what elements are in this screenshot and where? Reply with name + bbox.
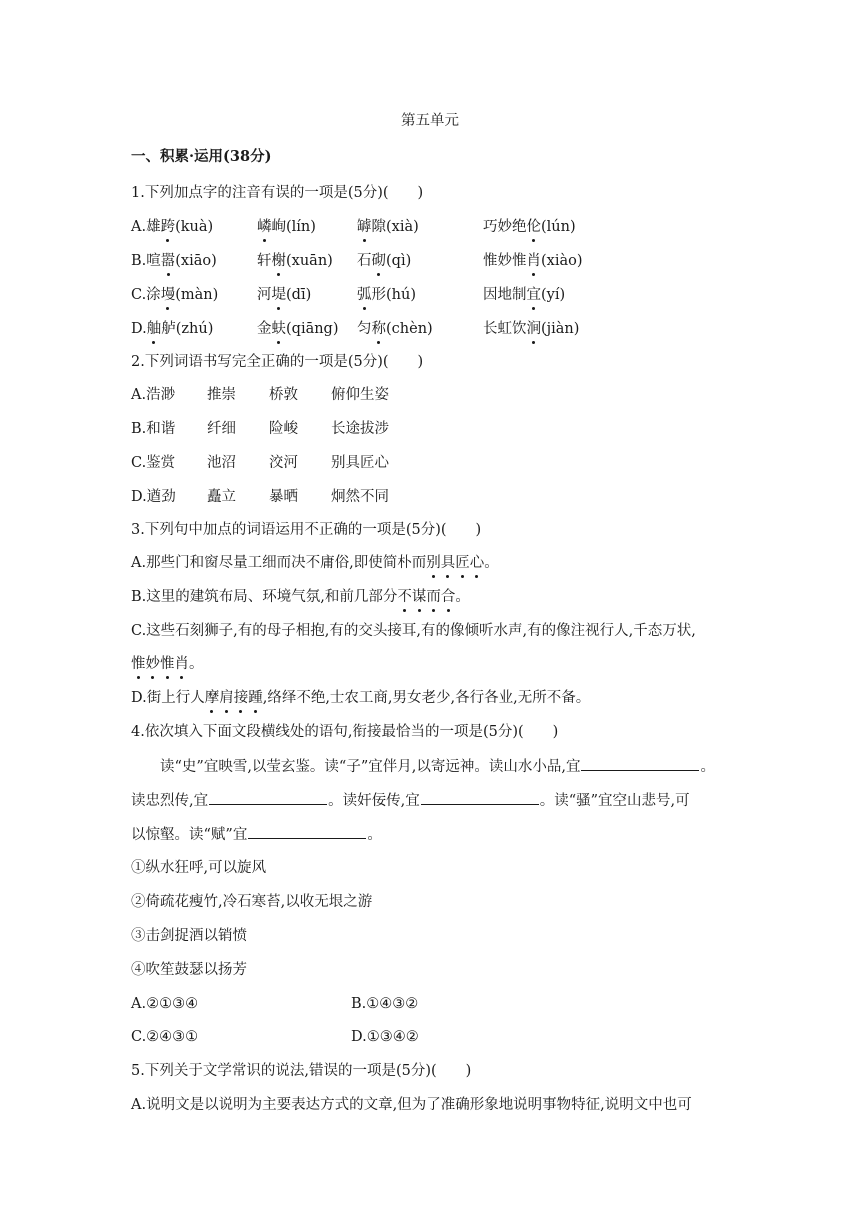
emphasis-dot-char: 涧 <box>526 321 541 337</box>
emphasis-dot-char: 跨 <box>160 219 176 235</box>
emphasized-phrase <box>397 589 455 605</box>
option-cell: 巧妙绝伦(lún) <box>483 219 576 235</box>
word-cell: 暴晒 <box>269 489 298 505</box>
word-cell: B.和谐 <box>131 421 176 437</box>
word-cell: 别具匠心 <box>331 455 389 471</box>
question-4-passage-line2: 读忠烈传,宜 。读奸佞传,宜 。读“骚”宜空山悲号,可 <box>131 790 690 811</box>
emphasis-dot-char: 伦 <box>526 219 541 235</box>
question-1-stem: 1.下列加点字的注音有误的一项是(5分)( ) <box>131 185 424 201</box>
option-b: B.①④③② <box>351 996 419 1012</box>
word-cell: 俯仰生姿 <box>331 387 389 403</box>
word-cell: D.遒劲 <box>131 489 176 505</box>
question-1-row <box>131 285 565 305</box>
emphasis-dot-char: 肩 <box>219 690 234 706</box>
option-d: D.①③④② <box>351 1029 419 1045</box>
emphasis-dot-char: 而 <box>426 589 441 605</box>
fill-blank <box>581 756 699 771</box>
question-2-row <box>131 419 389 439</box>
word-cell: 长途拔涉 <box>331 421 389 437</box>
word-cell: 池沼 <box>207 455 236 471</box>
question-4-item-1: ①纵水狂呼,可以旋风 <box>131 860 267 876</box>
question-2-stem: 2.下列词语书写完全正确的一项是(5分)( ) <box>131 354 424 370</box>
option-cell: 金蚨(qiāng) <box>257 321 339 337</box>
question-3-option-a: A.那些门和窗尽量工细而决不庸俗,即使简朴而别具匠心。 <box>131 555 499 571</box>
emphasis-dot-char: 堤 <box>271 287 286 303</box>
question-2-row <box>131 453 389 473</box>
question-4-item-3: ③击剑捉酒以销愤 <box>131 928 247 944</box>
question-3-stem: 3.下列句中加点的词语运用不正确的一项是(5分)( ) <box>131 522 482 538</box>
question-5-option-a: A.说明文是以说明为主要表达方式的文章,但为了准确形象地说明事物特征,说明文中也可 <box>131 1097 692 1113</box>
option-cell: C.涂墁(màn) <box>131 287 219 303</box>
emphasis-dot-char: 蚨 <box>271 321 286 337</box>
emphasis-dot-char: 舳 <box>146 321 162 337</box>
word-cell: 纤细 <box>207 421 236 437</box>
emphasis-dot-char: 具 <box>440 555 456 571</box>
emphasis-dot-char: 榭 <box>271 253 286 269</box>
emphasis-dot-char: 嚣 <box>160 253 176 269</box>
question-1-row <box>131 251 583 271</box>
option-cell: 惟妙惟肖(xiào) <box>483 253 583 269</box>
question-3-option-d: D.街上行人摩肩接踵,络绎不绝,士农工商,男女老少,各行各业,无所不备。 <box>131 690 591 706</box>
question-3-option-b: B.这里的建筑布局、环境气氛,和前几部分不谋而合。 <box>131 589 470 605</box>
emphasis-dot-char: 心 <box>469 555 485 571</box>
option-cell: 嶙峋(lín) <box>257 219 316 235</box>
emphasis-dot-char: 砌 <box>371 253 386 269</box>
emphasis-dot-char: 匠 <box>455 555 470 571</box>
emphasis-dot-char: 不 <box>397 589 412 605</box>
question-2-row <box>131 487 389 507</box>
question-4-passage-line3: 以惊壑。读“赋”宜 。 <box>131 824 382 845</box>
word-cell: A.浩渺 <box>131 387 176 403</box>
emphasis-dot-char: 嶙 <box>257 219 272 235</box>
emphasis-dot-char: 墁 <box>160 287 176 303</box>
word-cell: C.鉴赏 <box>131 455 176 471</box>
emphasis-dot-char: 踵 <box>248 690 263 706</box>
emphasized-phrase <box>131 656 189 672</box>
option-cell: 罅隙(xià) <box>357 219 419 235</box>
option-cell: 因地制宜(yí) <box>483 287 566 303</box>
emphasis-dot-char: 摩 <box>204 690 220 706</box>
option-cell: 匀称(chèn) <box>357 321 433 337</box>
question-4-item-4: ④吹笙鼓瑟以扬芳 <box>131 962 247 978</box>
emphasis-dot-char: 肖 <box>526 253 541 269</box>
option-cell: A.雄跨(kuà) <box>131 219 214 235</box>
word-cell: 矗立 <box>207 489 236 505</box>
section-heading: 一、积累·运用(38分) <box>131 148 272 165</box>
question-4-stem: 4.依次填入下面文段横线处的语句,衔接最恰当的一项是(5分)( ) <box>131 724 559 740</box>
emphasis-dot-char: 谋 <box>411 589 427 605</box>
word-cell: 推崇 <box>207 387 236 403</box>
emphasis-dot-char: 罅 <box>357 219 372 235</box>
option-cell: 石砌(qì) <box>357 253 412 269</box>
question-3-option-c-line2: 惟妙惟肖。 <box>131 656 204 672</box>
word-cell: 洨河 <box>269 455 298 471</box>
question-4-options-row1 <box>131 994 418 1014</box>
emphasis-dot-char: 肖 <box>174 656 189 672</box>
emphasized-phrase <box>426 555 484 571</box>
emphasis-dot-char: 惟 <box>131 656 146 672</box>
option-cell: D.舳舻(zhú) <box>131 321 214 337</box>
question-4-options-row2 <box>131 1027 419 1047</box>
option-cell: 河堤(dī) <box>257 287 312 303</box>
fill-blank <box>209 790 327 805</box>
fill-blank <box>248 824 366 839</box>
question-4-item-2: ②倚疏花瘦竹,冷石寒苔,以收无垠之游 <box>131 894 373 910</box>
emphasized-phrase <box>205 690 263 706</box>
option-a: A.②①③④ <box>131 996 199 1012</box>
option-cell: B.喧嚣(xiāo) <box>131 253 217 269</box>
word-cell: 桥敦 <box>269 387 298 403</box>
word-cell: 险峻 <box>269 421 298 437</box>
question-4-passage-line1: 读“史”宜映雪,以莹玄鉴。读“子”宜伴月,以寄远神。读山水小品,宜 。 <box>160 756 715 777</box>
question-1-row <box>131 217 576 237</box>
question-3-option-c-line1: C.这些石刻狮子,有的母子相抱,有的交头接耳,有的像倾听水声,有的像注视行人,千态万状, <box>131 623 696 639</box>
question-1-row <box>131 319 579 339</box>
emphasis-dot-char: 接 <box>233 690 249 706</box>
page-title: 第五单元 <box>401 113 459 129</box>
option-cell: 长虹饮涧(jiàn) <box>483 321 580 337</box>
word-cell: 炯然不同 <box>331 489 389 505</box>
option-c: C.②④③① <box>131 1029 199 1045</box>
option-cell: 轩榭(xuān) <box>257 253 333 269</box>
emphasis-dot-char: 弧 <box>357 287 372 303</box>
option-cell: 弧形(hú) <box>357 287 416 303</box>
emphasis-dot-char: 妙 <box>145 656 160 672</box>
emphasis-dot-char: 别 <box>426 555 441 571</box>
emphasis-dot-char: 宜 <box>526 287 541 303</box>
question-5-stem: 5.下列关于文学常识的说法,错误的一项是(5分)( ) <box>131 1063 472 1079</box>
fill-blank <box>421 790 539 805</box>
emphasis-dot-char: 惟 <box>160 656 175 672</box>
question-2-row <box>131 385 389 405</box>
emphasis-dot-char: 称 <box>371 321 386 337</box>
emphasis-dot-char: 合 <box>440 589 456 605</box>
